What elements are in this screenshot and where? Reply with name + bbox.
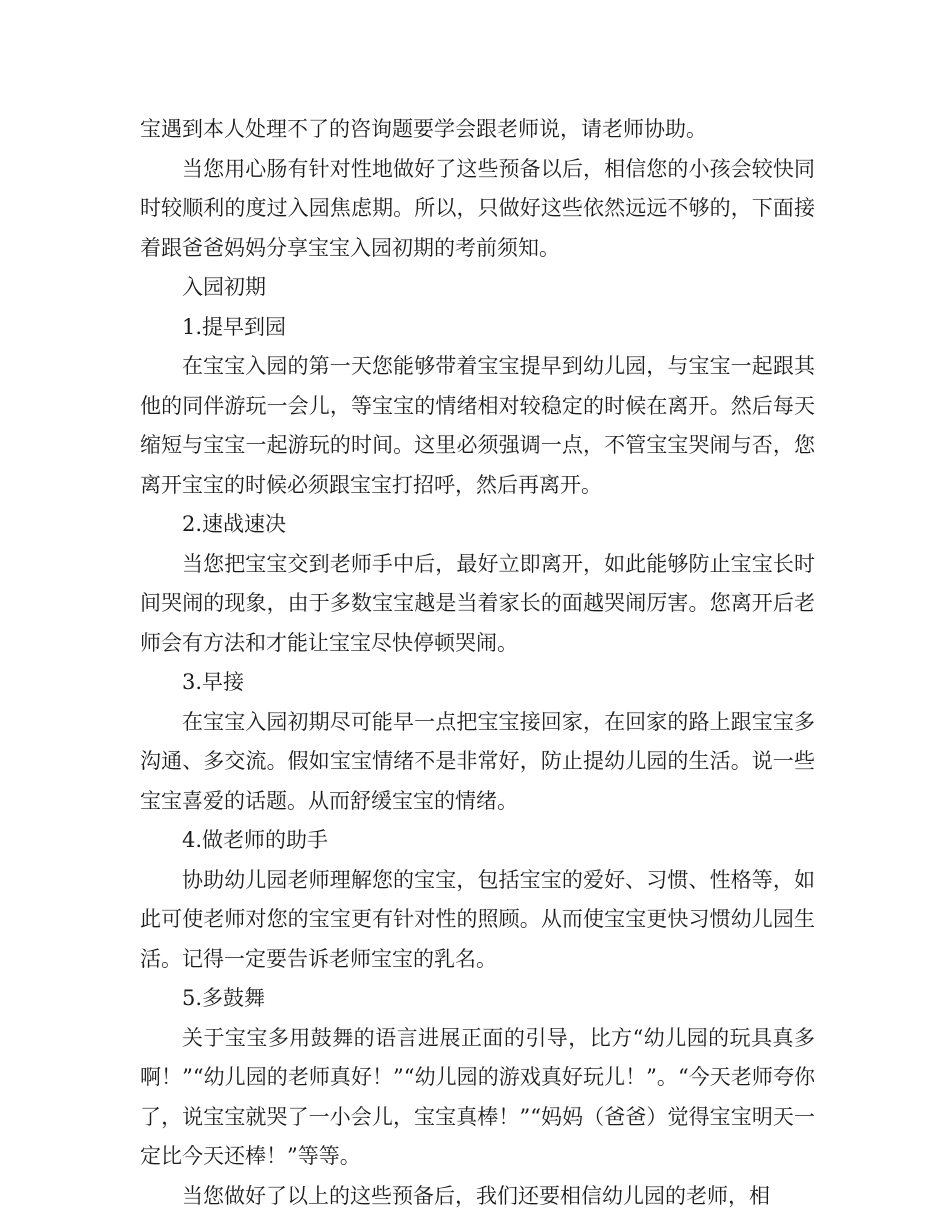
item-heading-4: 4.做老师的助手 bbox=[182, 828, 329, 852]
paragraph-closing: 当您做好了以上的这些预备后，我们还要相信幼儿园的老师，相 bbox=[182, 1183, 770, 1208]
paragraph-intro: 当您用心肠有针对性地做好了这些预备以后，相信您的小孩会较快同时较顺利的度过入园焦虑期。所以，只做好这些依然远远不够的，下面接着跟爸爸妈妈分享宝宝入园初期的考前须知。 bbox=[140, 156, 815, 260]
item-heading-5: 5.多鼓舞 bbox=[182, 986, 266, 1010]
paragraph-continuation: 宝遇到本人处理不了的咨询题要学会跟老师说，请老师协助。 bbox=[140, 117, 707, 141]
item-body-3: 在宝宝入园初期尽可能早一点把宝宝接回家，在回家的路上跟宝宝多沟通、多交流。假如宝宝情绪不是非常好，防止提幼儿园的生活。说一些宝宝喜爱的话题。从而舒缓宝宝的情绪。 bbox=[140, 709, 815, 813]
item-body-1: 在宝宝入园的第一天您能够带着宝宝提早到幼儿园，与宝宝一起跟其他的同伴游玩一会儿，等宝宝的情绪相对较稳定的时候在离开。然后每天缩短与宝宝一起游玩的时间。这里必须强调一点，不管宝宝哭闹与否，您离开宝宝的时候必须跟宝宝打招呼，然后再离开。 bbox=[140, 354, 815, 497]
item-body-5: 关于宝宝多用鼓舞的语言进展正面的引导，比方“幼儿园的玩具真多啊！”“幼儿园的老师真好！”“幼儿园的游戏真好玩儿！”。“今天老师夸你了，说宝宝就哭了一小会儿，宝宝真棒！”“妈妈（爸爸）觉得宝宝明天一定比今天还棒！”等等。 bbox=[140, 1025, 815, 1168]
document-body bbox=[140, 110, 815, 1216]
section-heading: 入园初期 bbox=[182, 275, 266, 299]
item-heading-3: 3.早接 bbox=[182, 670, 245, 694]
item-heading-2: 2.速战速决 bbox=[182, 512, 287, 536]
item-body-2: 当您把宝宝交到老师手中后，最好立即离开，如此能够防止宝宝长时间哭闹的现象，由于多数宝宝越是当着家长的面越哭闹厉害。您离开后老师会有方法和才能让宝宝尽快停顿哭闹。 bbox=[140, 551, 815, 655]
item-body-4: 协助幼儿园老师理解您的宝宝，包括宝宝的爱好、习惯、性格等，如此可使老师对您的宝宝更有针对性的照顾。从而使宝宝更快习惯幼儿园生活。记得一定要告诉老师宝宝的乳名。 bbox=[140, 867, 815, 971]
item-heading-1: 1.提早到园 bbox=[182, 314, 287, 339]
